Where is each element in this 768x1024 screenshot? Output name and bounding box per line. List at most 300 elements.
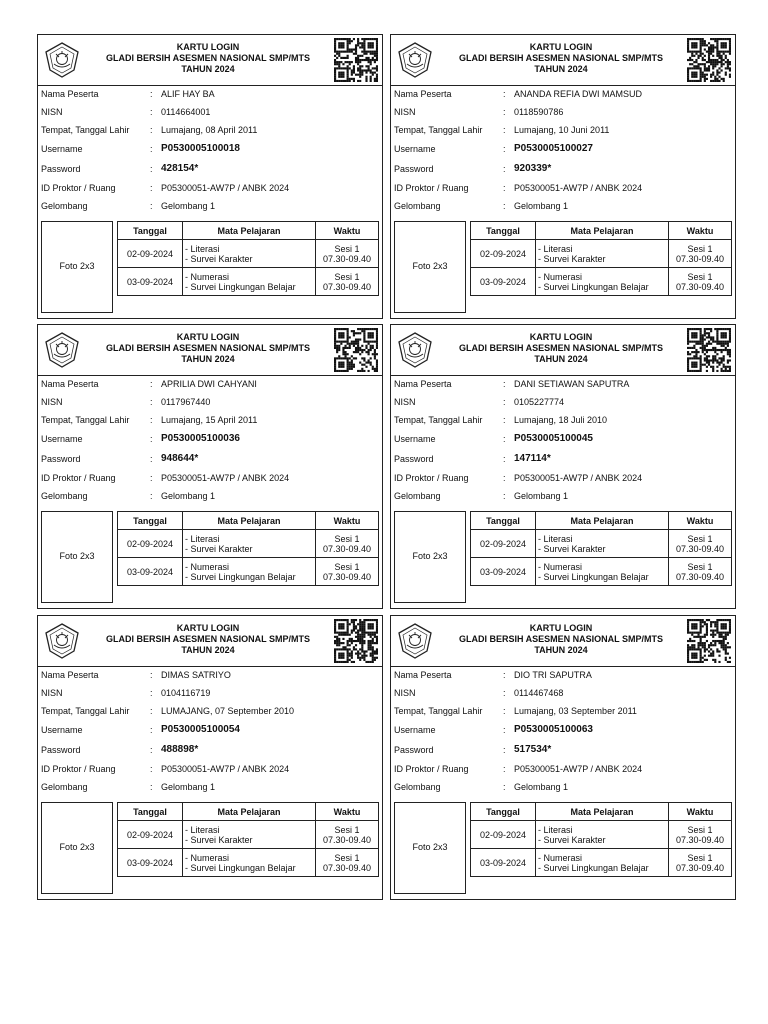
label-proktor: ID Proktor / Ruang (394, 764, 469, 774)
field-username (394, 723, 732, 737)
schedule-header-row (471, 512, 732, 530)
subject-line: - Numerasi (538, 852, 583, 863)
subject-line: - Survei Lingkungan Belajar (538, 281, 649, 292)
login-card (390, 615, 736, 900)
colon: : (503, 688, 506, 698)
qr-code-icon (334, 328, 378, 372)
schedule-table (470, 221, 732, 296)
header-waktu: Waktu (669, 512, 732, 530)
schedule-date: 02-09-2024 (471, 821, 536, 849)
subject-line: - Numerasi (185, 561, 230, 572)
value-nisn: 0114664001 (161, 107, 211, 117)
field-nisn (394, 105, 732, 119)
session-time: 07.30-09.40 (675, 543, 725, 554)
value-password: 147114* (514, 453, 551, 464)
card-header (38, 35, 382, 86)
field-nama (41, 87, 379, 101)
schedule-row (118, 268, 379, 296)
colon: : (150, 164, 153, 174)
label-gelombang: Gelombang (41, 201, 88, 211)
value-username: P0530005100036 (161, 433, 240, 444)
colon: : (150, 183, 153, 193)
colon: : (150, 706, 153, 716)
value-ttl: Lumajang, 15 April 2011 (161, 415, 258, 425)
schedule-table (117, 511, 379, 586)
value-username: P0530005100018 (161, 143, 240, 154)
schedule-row (471, 268, 732, 296)
colon: : (150, 745, 153, 755)
schedule-time (669, 558, 732, 586)
subject-line: - Survei Lingkungan Belajar (185, 571, 296, 582)
value-password: 517534* (514, 744, 552, 755)
schedule-time (316, 268, 379, 296)
session-label: Sesi 1 (334, 824, 360, 835)
subject-line: - Survei Lingkungan Belajar (185, 862, 296, 873)
photo-label: Foto 2x3 (412, 842, 448, 852)
subject-line: - Numerasi (185, 271, 230, 282)
header-mata-pelajaran: Mata Pelajaran (536, 512, 669, 530)
label-gelombang: Gelombang (41, 782, 88, 792)
subject-line: - Survei Karakter (185, 253, 253, 264)
label-gelombang: Gelombang (394, 201, 441, 211)
colon: : (150, 201, 153, 211)
header-waktu: Waktu (316, 222, 379, 240)
label-nama: Nama Peserta (41, 89, 99, 99)
field-nama (394, 668, 732, 682)
subject-line: - Survei Lingkungan Belajar (538, 862, 649, 873)
photo-box (394, 221, 466, 313)
field-nama (394, 87, 732, 101)
colon: : (503, 144, 506, 154)
value-proktor: P05300051-AW7P / ANBK 2024 (161, 183, 290, 193)
schedule-subjects (183, 849, 316, 877)
value-nisn: 0104116719 (161, 688, 211, 698)
colon: : (503, 706, 506, 716)
header-mata-pelajaran: Mata Pelajaran (183, 222, 316, 240)
label-password: Password (41, 454, 81, 464)
colon: : (150, 144, 153, 154)
subject-line: - Literasi (538, 243, 573, 254)
colon: : (150, 491, 153, 501)
session-time: 07.30-09.40 (675, 862, 725, 873)
label-password: Password (394, 164, 434, 174)
colon: : (150, 764, 153, 774)
schedule-subjects (183, 268, 316, 296)
card-header (38, 325, 382, 376)
schedule-subjects (536, 849, 669, 877)
value-ttl: Lumajang, 08 April 2011 (161, 125, 258, 135)
schedule-row (118, 821, 379, 849)
schedule-header-row (471, 222, 732, 240)
field-ttl (394, 413, 732, 427)
field-proktor (394, 181, 732, 195)
colon: : (503, 164, 506, 174)
field-password (41, 162, 379, 176)
login-card (37, 34, 383, 319)
header-tanggal: Tanggal (471, 512, 536, 530)
label-nama: Nama Peserta (394, 670, 452, 680)
colon: : (150, 397, 153, 407)
header-mata-pelajaran: Mata Pelajaran (183, 803, 316, 821)
schedule-row (118, 530, 379, 558)
schedule-date: 02-09-2024 (471, 240, 536, 268)
schedule-date: 03-09-2024 (118, 849, 183, 877)
login-card (390, 324, 736, 609)
subject-line: - Survei Karakter (538, 543, 606, 554)
qr-code-icon (334, 38, 378, 82)
label-gelombang: Gelombang (394, 491, 441, 501)
label-ttl: Tempat, Tanggal Lahir (394, 415, 483, 425)
schedule-row (471, 240, 732, 268)
title-line-1: KARTU LOGIN (176, 42, 240, 52)
schedule-time (316, 558, 379, 586)
colon: : (503, 201, 506, 211)
qr-code-icon (687, 328, 731, 372)
session-label: Sesi 1 (334, 533, 360, 544)
value-username: P0530005100045 (514, 433, 593, 444)
field-ttl (41, 123, 379, 137)
header-waktu: Waktu (669, 222, 732, 240)
schedule-subjects (536, 558, 669, 586)
session-label: Sesi 1 (687, 561, 713, 572)
value-nisn: 0114467468 (514, 688, 564, 698)
label-ttl: Tempat, Tanggal Lahir (41, 125, 130, 135)
schedule-time (316, 530, 379, 558)
label-password: Password (41, 164, 81, 174)
label-proktor: ID Proktor / Ruang (394, 183, 469, 193)
session-time: 07.30-09.40 (675, 281, 725, 292)
schedule-row (471, 849, 732, 877)
colon: : (150, 107, 153, 117)
title-line-3: TAHUN 2024 (534, 645, 588, 655)
photo-label: Foto 2x3 (59, 261, 95, 271)
value-gelombang: Gelombang 1 (514, 491, 569, 501)
value-nama: APRILIA DWI CAHYANI (161, 379, 257, 389)
label-ttl: Tempat, Tanggal Lahir (41, 706, 130, 716)
value-ttl: Lumajang, 03 September 2011 (514, 706, 637, 716)
value-nisn: 0105227774 (514, 397, 565, 407)
photo-label: Foto 2x3 (59, 551, 95, 561)
field-nisn (41, 395, 379, 409)
value-nama: ANANDA REFIA DWI MAMSUD (514, 89, 643, 99)
photo-box (394, 802, 466, 894)
card-header (38, 616, 382, 667)
field-username (41, 723, 379, 737)
field-proktor (41, 181, 379, 195)
session-time: 07.30-09.40 (322, 862, 372, 873)
field-gelombang (41, 780, 379, 794)
colon: : (150, 670, 153, 680)
field-nama (394, 377, 732, 391)
header-tanggal: Tanggal (118, 803, 183, 821)
schedule-header-row (118, 512, 379, 530)
value-gelombang: Gelombang 1 (161, 782, 216, 792)
session-time: 07.30-09.40 (675, 834, 725, 845)
colon: : (503, 415, 506, 425)
schedule-time (669, 530, 732, 558)
colon: : (150, 125, 153, 135)
subject-line: - Survei Karakter (185, 543, 253, 554)
card-title (86, 623, 330, 656)
label-nisn: NISN (394, 107, 416, 117)
login-card (37, 615, 383, 900)
value-proktor: P05300051-AW7P / ANBK 2024 (161, 473, 290, 483)
subject-line: - Numerasi (538, 561, 583, 572)
schedule-subjects (183, 530, 316, 558)
value-proktor: P05300051-AW7P / ANBK 2024 (514, 764, 643, 774)
schedule-row (118, 240, 379, 268)
field-password (41, 452, 379, 466)
field-password (394, 162, 732, 176)
label-nisn: NISN (394, 397, 416, 407)
colon: : (503, 183, 506, 193)
colon: : (503, 379, 506, 389)
field-password (41, 743, 379, 757)
label-username: Username (41, 144, 83, 154)
label-nama: Nama Peserta (394, 379, 452, 389)
subject-line: - Literasi (538, 824, 573, 835)
value-proktor: P05300051-AW7P / ANBK 2024 (161, 764, 290, 774)
value-ttl: Lumajang, 10 Juni 2011 (514, 125, 610, 135)
value-ttl: LUMAJANG, 07 September 2010 (161, 706, 295, 716)
label-ttl: Tempat, Tanggal Lahir (394, 706, 483, 716)
header-waktu: Waktu (316, 803, 379, 821)
value-password: 948644* (161, 453, 199, 464)
schedule-date: 03-09-2024 (471, 849, 536, 877)
value-nisn: 0117967440 (161, 397, 211, 407)
session-time: 07.30-09.40 (322, 571, 372, 582)
colon: : (503, 89, 506, 99)
value-password: 488898* (161, 744, 199, 755)
label-password: Password (394, 454, 434, 464)
photo-box (41, 511, 113, 603)
field-nisn (41, 686, 379, 700)
value-proktor: P05300051-AW7P / ANBK 2024 (514, 473, 643, 483)
field-username (41, 142, 379, 156)
session-label: Sesi 1 (334, 271, 360, 282)
schedule-date: 03-09-2024 (471, 558, 536, 586)
subject-line: - Survei Lingkungan Belajar (185, 281, 296, 292)
session-label: Sesi 1 (687, 533, 713, 544)
field-nisn (394, 395, 732, 409)
value-gelombang: Gelombang 1 (161, 491, 216, 501)
schedule-time (669, 821, 732, 849)
schedule-table (117, 802, 379, 877)
field-username (41, 432, 379, 446)
label-ttl: Tempat, Tanggal Lahir (41, 415, 130, 425)
field-nisn (41, 105, 379, 119)
colon: : (150, 415, 153, 425)
label-proktor: ID Proktor / Ruang (41, 183, 116, 193)
card-title (439, 623, 683, 656)
field-proktor (394, 471, 732, 485)
title-line-2: GLADI BERSIH ASESMEN NASIONAL SMP/MTS (105, 343, 311, 353)
title-line-2: GLADI BERSIH ASESMEN NASIONAL SMP/MTS (458, 634, 664, 644)
header-mata-pelajaran: Mata Pelajaran (536, 222, 669, 240)
schedule-subjects (183, 240, 316, 268)
schedule-subjects (536, 268, 669, 296)
value-nama: DIMAS SATRIYO (161, 670, 231, 680)
value-ttl: Lumajang, 18 Juli 2010 (514, 415, 608, 425)
label-nama: Nama Peserta (41, 379, 99, 389)
label-nisn: NISN (41, 688, 63, 698)
label-ttl: Tempat, Tanggal Lahir (394, 125, 483, 135)
colon: : (503, 782, 506, 792)
title-line-2: GLADI BERSIH ASESMEN NASIONAL SMP/MTS (458, 53, 664, 63)
label-gelombang: Gelombang (41, 491, 88, 501)
card-title (439, 42, 683, 75)
schedule-row (118, 558, 379, 586)
field-ttl (394, 704, 732, 718)
card-header (391, 616, 735, 667)
title-line-2: GLADI BERSIH ASESMEN NASIONAL SMP/MTS (458, 343, 664, 353)
card-title (86, 42, 330, 75)
schedule-row (471, 558, 732, 586)
schedule-time (316, 821, 379, 849)
colon: : (150, 454, 153, 464)
card-header (391, 35, 735, 86)
colon: : (150, 379, 153, 389)
photo-box (394, 511, 466, 603)
qr-code-icon (334, 619, 378, 663)
header-waktu: Waktu (669, 803, 732, 821)
schedule-row (118, 849, 379, 877)
schedule-header-row (118, 803, 379, 821)
photo-box (41, 802, 113, 894)
title-line-3: TAHUN 2024 (534, 354, 588, 364)
field-nisn (394, 686, 732, 700)
label-username: Username (394, 144, 436, 154)
colon: : (150, 725, 153, 735)
value-nama: DANI SETIAWAN SAPUTRA (514, 379, 630, 389)
field-username (394, 142, 732, 156)
tut-wuri-handayani-logo-icon (395, 330, 435, 370)
schedule-time (669, 240, 732, 268)
colon: : (503, 491, 506, 501)
value-gelombang: Gelombang 1 (161, 201, 216, 211)
colon: : (150, 473, 153, 483)
title-line-2: GLADI BERSIH ASESMEN NASIONAL SMP/MTS (105, 53, 311, 63)
photo-label: Foto 2x3 (412, 551, 448, 561)
label-proktor: ID Proktor / Ruang (41, 473, 116, 483)
schedule-row (471, 821, 732, 849)
header-tanggal: Tanggal (471, 803, 536, 821)
session-time: 07.30-09.40 (322, 834, 372, 845)
label-username: Username (41, 725, 83, 735)
value-gelombang: Gelombang 1 (514, 782, 569, 792)
title-line-3: TAHUN 2024 (181, 645, 235, 655)
session-label: Sesi 1 (687, 243, 713, 254)
schedule-table (470, 802, 732, 877)
value-nama: DIO TRI SAPUTRA (514, 670, 592, 680)
photo-label: Foto 2x3 (59, 842, 95, 852)
subject-line: - Literasi (185, 824, 220, 835)
subject-line: - Numerasi (185, 852, 230, 863)
header-tanggal: Tanggal (118, 512, 183, 530)
schedule-date: 03-09-2024 (471, 268, 536, 296)
subject-line: - Survei Karakter (538, 834, 606, 845)
field-password (394, 452, 732, 466)
schedule-date: 02-09-2024 (118, 821, 183, 849)
field-nama (41, 377, 379, 391)
field-gelombang (394, 780, 732, 794)
subject-line: - Literasi (185, 533, 220, 544)
label-proktor: ID Proktor / Ruang (41, 764, 116, 774)
value-password: 920339* (514, 163, 552, 174)
header-mata-pelajaran: Mata Pelajaran (536, 803, 669, 821)
tut-wuri-handayani-logo-icon (42, 40, 82, 80)
title-line-3: TAHUN 2024 (181, 64, 235, 74)
colon: : (503, 670, 506, 680)
session-label: Sesi 1 (334, 243, 360, 254)
session-time: 07.30-09.40 (322, 543, 372, 554)
login-card (390, 34, 736, 319)
schedule-table (117, 221, 379, 296)
label-nisn: NISN (394, 688, 416, 698)
colon: : (503, 725, 506, 735)
subject-line: - Survei Lingkungan Belajar (538, 571, 649, 582)
field-gelombang (394, 489, 732, 503)
schedule-time (669, 849, 732, 877)
field-nama (41, 668, 379, 682)
session-time: 07.30-09.40 (322, 281, 372, 292)
header-tanggal: Tanggal (471, 222, 536, 240)
tut-wuri-handayani-logo-icon (42, 621, 82, 661)
schedule-date: 02-09-2024 (118, 530, 183, 558)
label-nama: Nama Peserta (41, 670, 99, 680)
session-label: Sesi 1 (334, 852, 360, 863)
title-line-1: KARTU LOGIN (529, 332, 593, 342)
schedule-table (470, 511, 732, 586)
field-proktor (394, 762, 732, 776)
colon: : (150, 688, 153, 698)
header-tanggal: Tanggal (118, 222, 183, 240)
label-proktor: ID Proktor / Ruang (394, 473, 469, 483)
session-label: Sesi 1 (687, 824, 713, 835)
value-username: P0530005100027 (514, 143, 593, 154)
schedule-row (471, 530, 732, 558)
session-time: 07.30-09.40 (675, 253, 725, 264)
schedule-date: 03-09-2024 (118, 558, 183, 586)
schedule-date: 03-09-2024 (118, 268, 183, 296)
label-gelombang: Gelombang (394, 782, 441, 792)
card-header (391, 325, 735, 376)
tut-wuri-handayani-logo-icon (42, 330, 82, 370)
colon: : (503, 764, 506, 774)
title-line-1: KARTU LOGIN (176, 332, 240, 342)
label-password: Password (394, 745, 434, 755)
colon: : (503, 125, 506, 135)
schedule-date: 02-09-2024 (471, 530, 536, 558)
schedule-time (316, 849, 379, 877)
colon: : (503, 397, 506, 407)
session-label: Sesi 1 (334, 561, 360, 572)
session-time: 07.30-09.40 (675, 571, 725, 582)
tut-wuri-handayani-logo-icon (395, 621, 435, 661)
header-waktu: Waktu (316, 512, 379, 530)
schedule-header-row (471, 803, 732, 821)
field-gelombang (394, 199, 732, 213)
header-mata-pelajaran: Mata Pelajaran (183, 512, 316, 530)
card-title (86, 332, 330, 365)
label-username: Username (394, 725, 436, 735)
title-line-1: KARTU LOGIN (176, 623, 240, 633)
session-label: Sesi 1 (687, 271, 713, 282)
photo-box (41, 221, 113, 313)
label-username: Username (41, 434, 83, 444)
label-password: Password (41, 745, 81, 755)
value-gelombang: Gelombang 1 (514, 201, 569, 211)
